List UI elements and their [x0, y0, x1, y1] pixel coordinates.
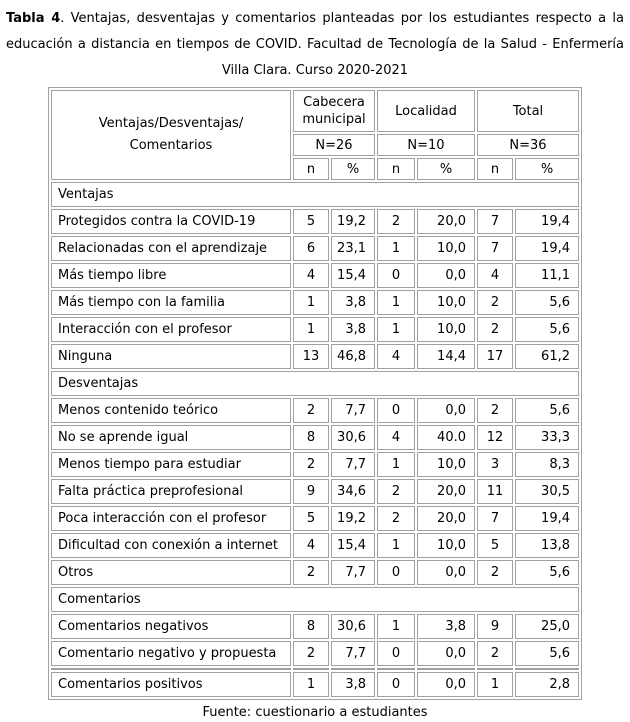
- spacer-cell: [417, 668, 475, 670]
- cell-n: 8: [293, 614, 329, 639]
- cell-pct: 0,0: [417, 672, 475, 697]
- cell-n: 7: [477, 506, 513, 531]
- row-label: Más tiempo con la familia: [51, 290, 291, 315]
- cell-n: 11: [477, 479, 513, 504]
- section-row: [51, 371, 579, 396]
- cell-n: 1: [377, 236, 415, 261]
- cell-n: 2: [293, 560, 329, 585]
- spacer-row: [51, 668, 579, 670]
- cell-pct: 7,7: [331, 641, 375, 666]
- spacer-cell: [331, 668, 375, 670]
- cell-n: 4: [293, 533, 329, 558]
- cell-pct: 23,1: [331, 236, 375, 261]
- group-header-localidad: Localidad: [377, 90, 475, 132]
- cell-pct: 15,4: [331, 533, 375, 558]
- section-row: [51, 587, 579, 612]
- cell-n: 1: [377, 317, 415, 342]
- table-row: [51, 398, 579, 423]
- table-caption-text: . Ventajas, desventajas y comentarios planteadas por los estudiantes respecto a la educación a distancia en tiempos de COVID. Facultad de Tecnología de la Salud - Enfermería Villa Clara. Curso 2020-2021: [6, 11, 624, 78]
- cell-n: 0: [377, 672, 415, 697]
- cell-n: 0: [377, 263, 415, 288]
- cell-pct: 20,0: [417, 479, 475, 504]
- cell-pct: 30,6: [331, 425, 375, 450]
- cell-pct: 20,0: [417, 209, 475, 234]
- cell-n: 2: [293, 641, 329, 666]
- cell-pct: 14,4: [417, 344, 475, 369]
- row-label: Protegidos contra la COVID-19: [51, 209, 291, 234]
- results-table: [48, 87, 582, 700]
- cell-n: 1: [377, 614, 415, 639]
- row-label: Poca interacción con el profesor: [51, 506, 291, 531]
- cell-pct: 30,6: [331, 614, 375, 639]
- cell-n: 3: [477, 452, 513, 477]
- header-row-groups: [51, 90, 579, 132]
- cell-pct: 20,0: [417, 506, 475, 531]
- cell-n: 1: [477, 672, 513, 697]
- table-row: [51, 452, 579, 477]
- cell-n: 8: [293, 425, 329, 450]
- cell-n: 1: [293, 672, 329, 697]
- cell-n: 4: [377, 425, 415, 450]
- cell-pct: 3,8: [331, 290, 375, 315]
- cell-pct: 34,6: [331, 479, 375, 504]
- cell-pct: 5,6: [515, 317, 579, 342]
- n-total-total: N=36: [477, 134, 579, 156]
- cell-n: 1: [377, 452, 415, 477]
- cell-pct: 40.0: [417, 425, 475, 450]
- cell-n: 1: [377, 533, 415, 558]
- cell-n: 17: [477, 344, 513, 369]
- subheader-pct-total: %: [515, 158, 579, 180]
- cell-n: 2: [477, 560, 513, 585]
- cell-pct: 19,2: [331, 209, 375, 234]
- cell-n: 2: [293, 452, 329, 477]
- cell-pct: 15,4: [331, 263, 375, 288]
- table-row: [51, 425, 579, 450]
- cell-pct: 5,6: [515, 290, 579, 315]
- row-label: Menos tiempo para estudiar: [51, 452, 291, 477]
- cell-pct: 33,3: [515, 425, 579, 450]
- spacer-cell: [51, 668, 291, 670]
- cell-n: 5: [293, 506, 329, 531]
- table-caption: [0, 0, 630, 84]
- cell-pct: 25,0: [515, 614, 579, 639]
- cell-pct: 8,3: [515, 452, 579, 477]
- table-row: [51, 614, 579, 639]
- cell-pct: 30,5: [515, 479, 579, 504]
- cell-pct: 19,4: [515, 209, 579, 234]
- cell-n: 0: [377, 560, 415, 585]
- cell-pct: 19,2: [331, 506, 375, 531]
- row-label: Menos contenido teórico: [51, 398, 291, 423]
- cell-n: 12: [477, 425, 513, 450]
- subheader-pct-localidad: %: [417, 158, 475, 180]
- cell-n: 1: [293, 317, 329, 342]
- row-header-line1: Ventajas/Desventajas/: [98, 116, 244, 131]
- cell-pct: 0,0: [417, 641, 475, 666]
- cell-n: 6: [293, 236, 329, 261]
- cell-n: 5: [477, 533, 513, 558]
- table-row: [51, 209, 579, 234]
- cell-n: 0: [377, 641, 415, 666]
- row-label: Ninguna: [51, 344, 291, 369]
- cell-pct: 11,1: [515, 263, 579, 288]
- spacer-cell: [477, 668, 513, 670]
- row-label: Dificultad con conexión a internet: [51, 533, 291, 558]
- table-row: [51, 506, 579, 531]
- cell-pct: 10,0: [417, 236, 475, 261]
- cell-n: 2: [377, 506, 415, 531]
- cell-n: 5: [293, 209, 329, 234]
- cell-n: 2: [477, 398, 513, 423]
- section-row: [51, 182, 579, 207]
- n-total-localidad: N=10: [377, 134, 475, 156]
- cell-pct: 19,4: [515, 506, 579, 531]
- cell-pct: 10,0: [417, 290, 475, 315]
- row-label: Más tiempo libre: [51, 263, 291, 288]
- cell-pct: 61,2: [515, 344, 579, 369]
- row-label: Comentario negativo y propuesta: [51, 641, 291, 666]
- cell-pct: 7,7: [331, 452, 375, 477]
- row-label: No se aprende igual: [51, 425, 291, 450]
- cell-pct: 46,8: [331, 344, 375, 369]
- row-label: Relacionadas con el aprendizaje: [51, 236, 291, 261]
- cell-n: 1: [293, 290, 329, 315]
- cell-pct: 10,0: [417, 533, 475, 558]
- section-header: Comentarios: [51, 587, 579, 612]
- row-header: [51, 90, 291, 180]
- subheader-n-localidad: n: [377, 158, 415, 180]
- cell-pct: 0,0: [417, 560, 475, 585]
- table-row: [51, 290, 579, 315]
- cell-n: 7: [477, 209, 513, 234]
- cell-pct: 2,8: [515, 672, 579, 697]
- group-header-cabecera-municipal: Cabecera municipal: [293, 90, 375, 132]
- table-row: [51, 317, 579, 342]
- cell-pct: 10,0: [417, 317, 475, 342]
- cell-n: 0: [377, 398, 415, 423]
- cell-n: 4: [377, 344, 415, 369]
- cell-pct: 10,0: [417, 452, 475, 477]
- cell-n: 13: [293, 344, 329, 369]
- row-header-line2: Comentarios: [129, 138, 213, 153]
- cell-n: 9: [293, 479, 329, 504]
- cell-pct: 7,7: [331, 398, 375, 423]
- cell-n: 4: [477, 263, 513, 288]
- spacer-cell: [515, 668, 579, 670]
- cell-pct: 3,8: [417, 614, 475, 639]
- subheader-n-total: n: [477, 158, 513, 180]
- group-header-total: Total: [477, 90, 579, 132]
- cell-pct: 3,8: [331, 317, 375, 342]
- n-total-cabecera-municipal: N=26: [293, 134, 375, 156]
- cell-pct: 3,8: [331, 672, 375, 697]
- cell-pct: 0,0: [417, 263, 475, 288]
- table-row: [51, 479, 579, 504]
- cell-pct: 13,8: [515, 533, 579, 558]
- cell-pct: 19,4: [515, 236, 579, 261]
- subheader-n-cabecera: n: [293, 158, 329, 180]
- cell-pct: 5,6: [515, 560, 579, 585]
- cell-n: 2: [477, 317, 513, 342]
- table-source: Fuente: cuestionario a estudiantes: [202, 705, 428, 720]
- cell-n: 2: [377, 209, 415, 234]
- table-body: [51, 182, 579, 697]
- section-header: Desventajas: [51, 371, 579, 396]
- table-row: [51, 236, 579, 261]
- table-row: [51, 263, 579, 288]
- table-row: [51, 533, 579, 558]
- cell-pct: 5,6: [515, 641, 579, 666]
- table-row: [51, 672, 579, 697]
- cell-n: 2: [477, 290, 513, 315]
- cell-pct: 7,7: [331, 560, 375, 585]
- cell-n: 2: [293, 398, 329, 423]
- table-row: [51, 560, 579, 585]
- table-row: [51, 641, 579, 666]
- table-caption-number: Tabla 4: [6, 11, 61, 26]
- cell-pct: 0,0: [417, 398, 475, 423]
- cell-n: 1: [377, 290, 415, 315]
- row-label: Interacción con el profesor: [51, 317, 291, 342]
- cell-pct: 5,6: [515, 398, 579, 423]
- spacer-cell: [377, 668, 415, 670]
- row-label: Otros: [51, 560, 291, 585]
- subheader-pct-cabecera: %: [331, 158, 375, 180]
- cell-n: 2: [377, 479, 415, 504]
- cell-n: 2: [477, 641, 513, 666]
- table-row: [51, 344, 579, 369]
- spacer-cell: [293, 668, 329, 670]
- row-label: Falta práctica preprofesional: [51, 479, 291, 504]
- cell-n: 9: [477, 614, 513, 639]
- cell-n: 7: [477, 236, 513, 261]
- cell-n: 4: [293, 263, 329, 288]
- row-label: Comentarios positivos: [51, 672, 291, 697]
- row-label: Comentarios negativos: [51, 614, 291, 639]
- section-header: Ventajas: [51, 182, 579, 207]
